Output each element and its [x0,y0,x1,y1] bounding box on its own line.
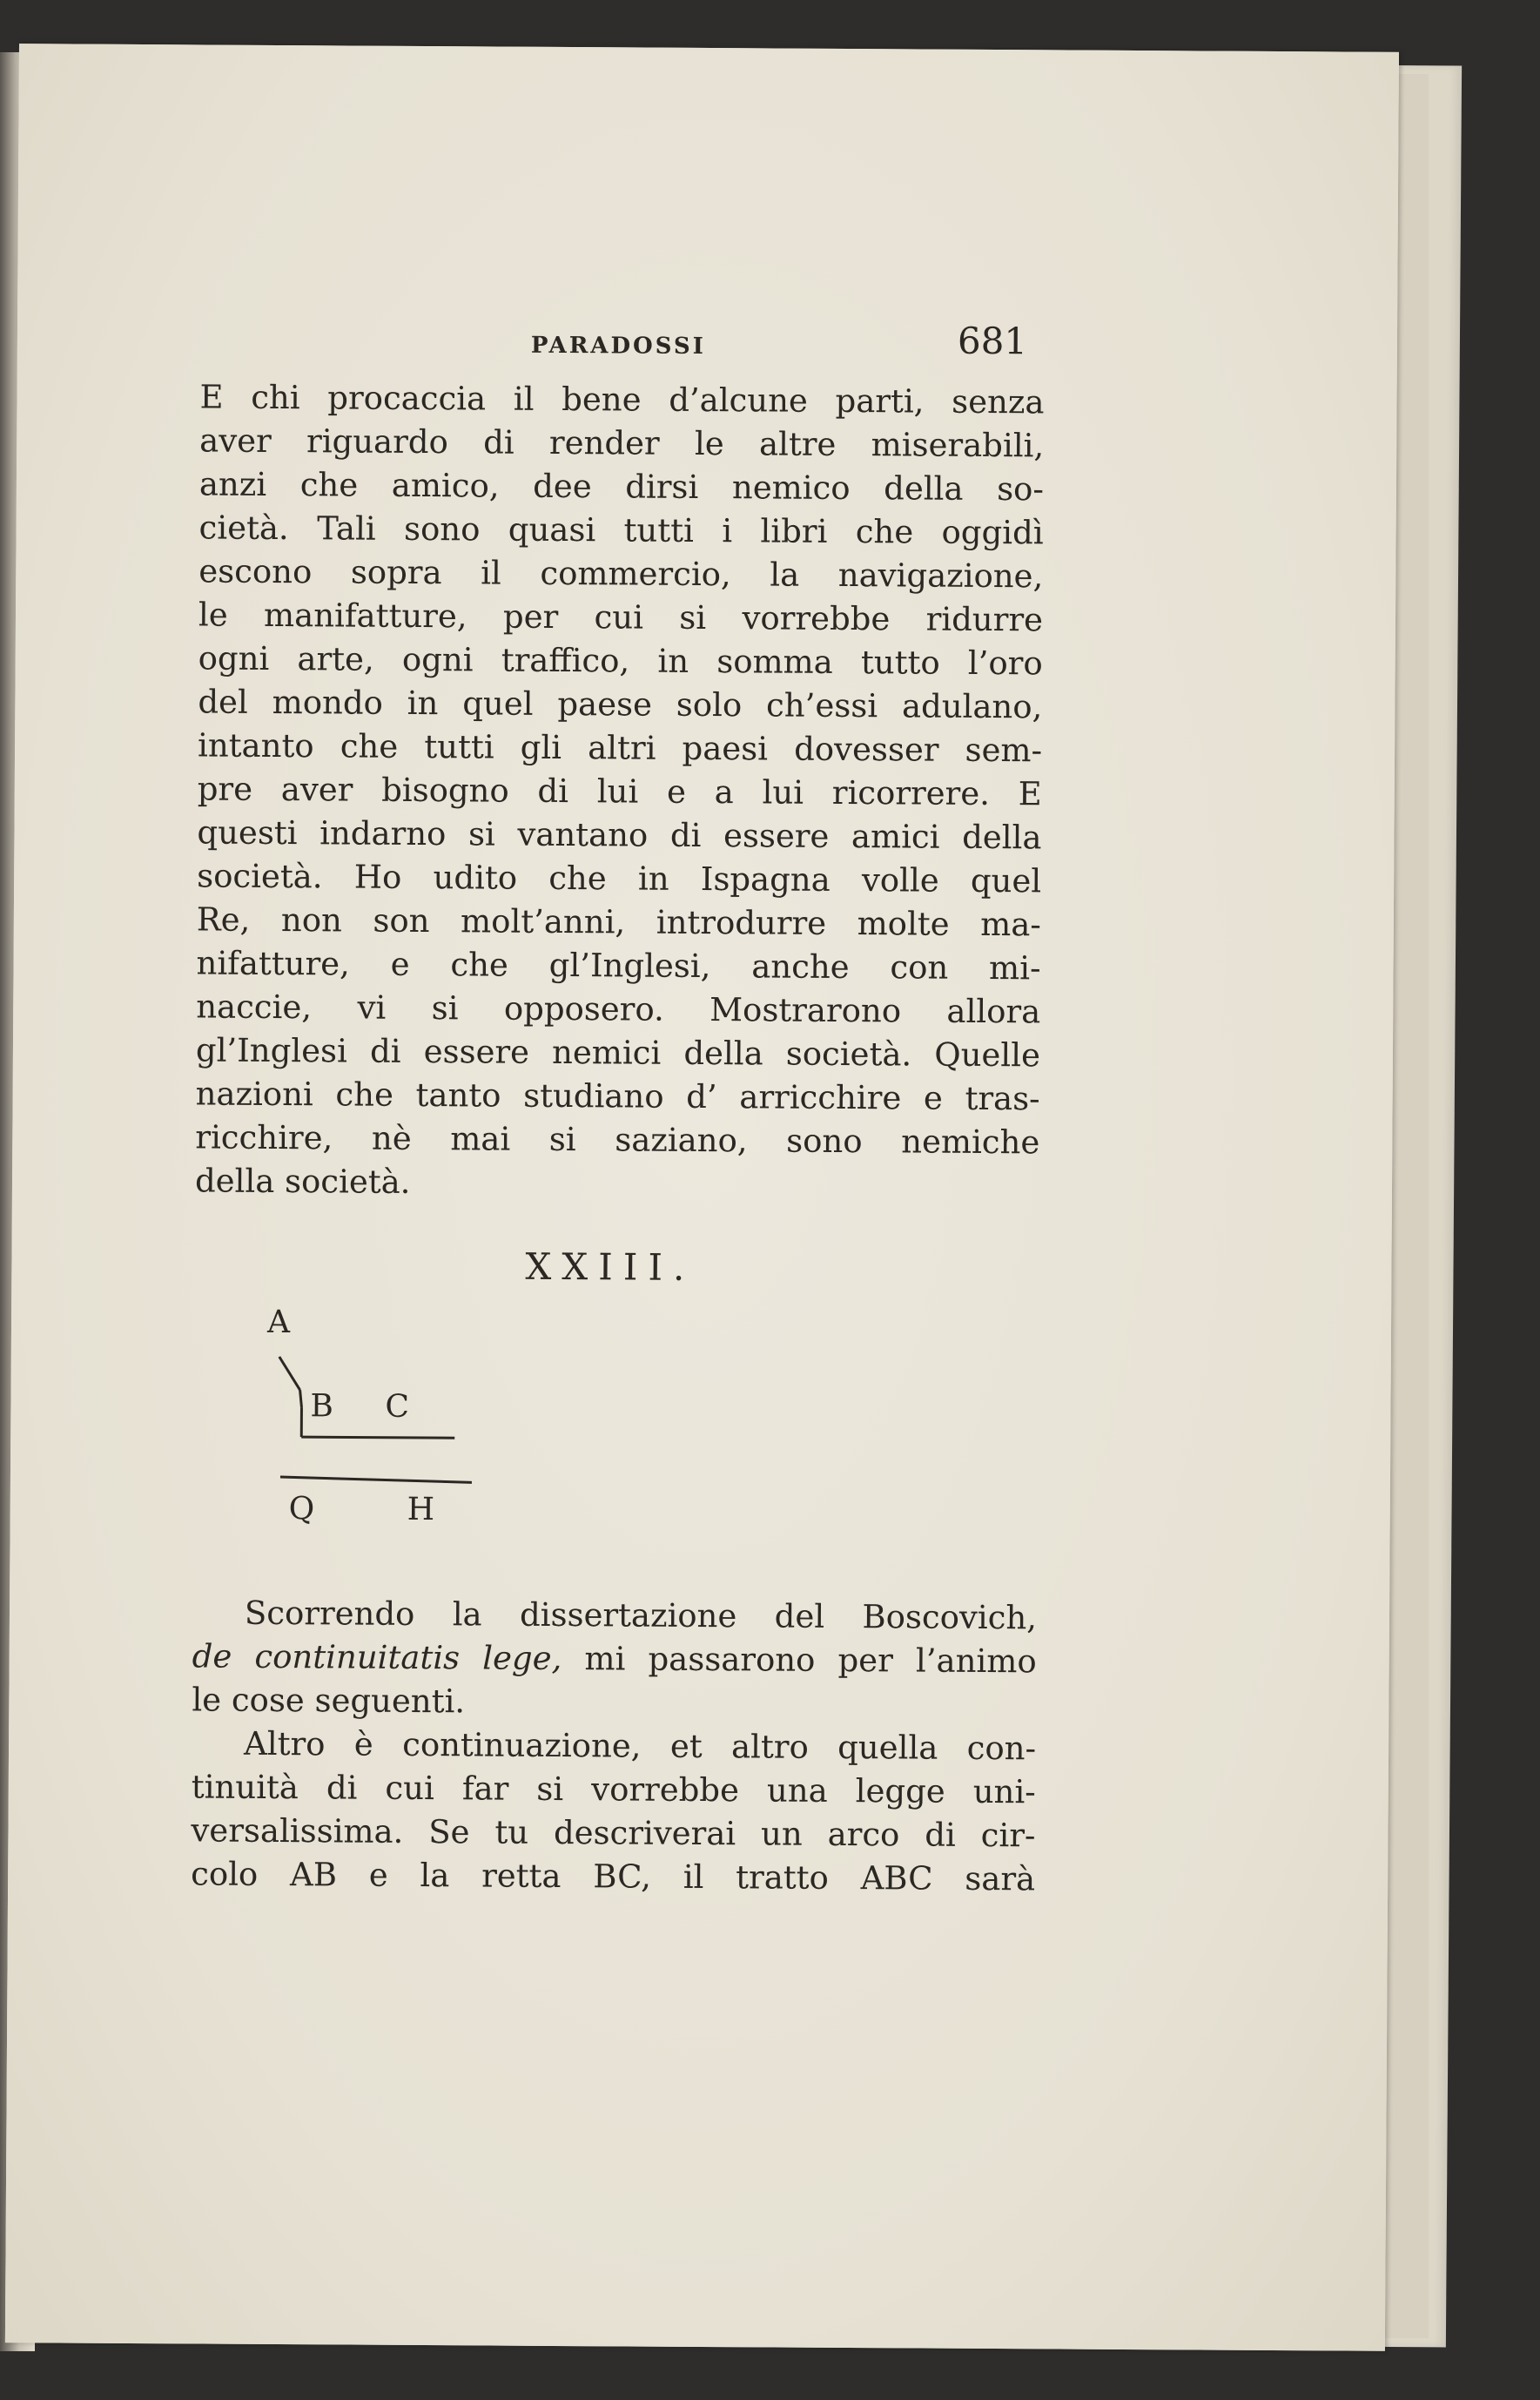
paragraph-2 [192,1591,1037,1727]
arc-ab-stroke-lower [299,1390,301,1407]
italic-title: de continuitatis lege, [192,1637,562,1678]
text-line: Scorrendo la dissertazione del Boscovich, [244,1594,1038,1637]
text-line: questi indarno si vantano di essere amici della [197,813,1042,857]
arc-ab-stroke [279,1357,300,1390]
book-page [5,44,1399,2351]
text-line: Re, non son molt’anni, introdurre molte ma- [196,900,1041,944]
text-line: naccie, vi si opposero. Mostrarono allora [196,988,1041,1031]
text-line: le manifatture, per cui si vorrebbe ridurre [198,596,1044,639]
figure-label-b: B [310,1388,334,1425]
figure-label-h: H [407,1491,435,1528]
figure-label-c: C [385,1388,410,1425]
text-line: pre aver bisogno di lui e a lui ricorrere. E [197,770,1042,813]
geometry-figure [192,1304,1039,1579]
segment-bc [301,1437,454,1438]
text-line: versalissima. Se tu descriverai un arco di cir- [191,1811,1036,1855]
text-line: cietà. Tali sono quasi tutti i libri che oggidì [198,509,1044,552]
text-line: nifatture, e che gl’Inglesi, anche con mi- [196,944,1041,988]
text-line: escono sopra il commercio, la navigazione, [198,552,1044,596]
text-line: le cose seguenti. [192,1681,466,1721]
text-line: colo AB e la retta BC, il tratto ABC sarà [191,1855,1036,1898]
text-span: mi passarono per l’animo [562,1640,1037,1681]
segment-qh [280,1477,472,1482]
paragraph-3 [191,1722,1036,1901]
page-text-block [191,314,1045,1901]
running-head-title: PARADOSSI [530,332,706,360]
text-line: ricchire, nè mai si saziano, sono nemiche [195,1118,1040,1162]
text-line: intanto che tutti gli altri paesi dovesser sem- [197,726,1043,770]
paragraph-1 [195,375,1045,1208]
text-line: tinuità di cui far si vorrebbe una legge uni- [191,1768,1036,1811]
text-line: E chi procaccia il bene d’alcune parti, senza [199,378,1045,421]
text-line: Altro è continuazione, et altro quella con- [243,1724,1037,1768]
text-line-mixed [192,1635,1037,1683]
text-line: gl’Inglesi di essere nemici della società. Quelle [195,1031,1041,1075]
text-line: aver riguardo di render le altre miserabili, [199,421,1045,465]
figure-label-q: Q [288,1491,315,1527]
text-line: del mondo in quel paese solo ch’essi adulano, [198,683,1043,726]
text-line: anzi che amico, dee dirsi nemico della so- [198,465,1045,509]
text-line: della società. [194,1162,411,1201]
text-line: nazioni che tanto studiano d’ arricchire e tras- [195,1075,1040,1118]
page-number: 681 [957,319,1028,363]
running-head [200,314,1045,381]
section-heading: XXIII. [525,1244,696,1289]
text-line: ogni arte, ogni traffico, in somma tutto l’oro [198,639,1043,683]
text-line: società. Ho udito che in Ispagna volle quel [197,857,1042,900]
figure-label-a: A [266,1304,291,1341]
figure-lines [192,1304,682,1576]
